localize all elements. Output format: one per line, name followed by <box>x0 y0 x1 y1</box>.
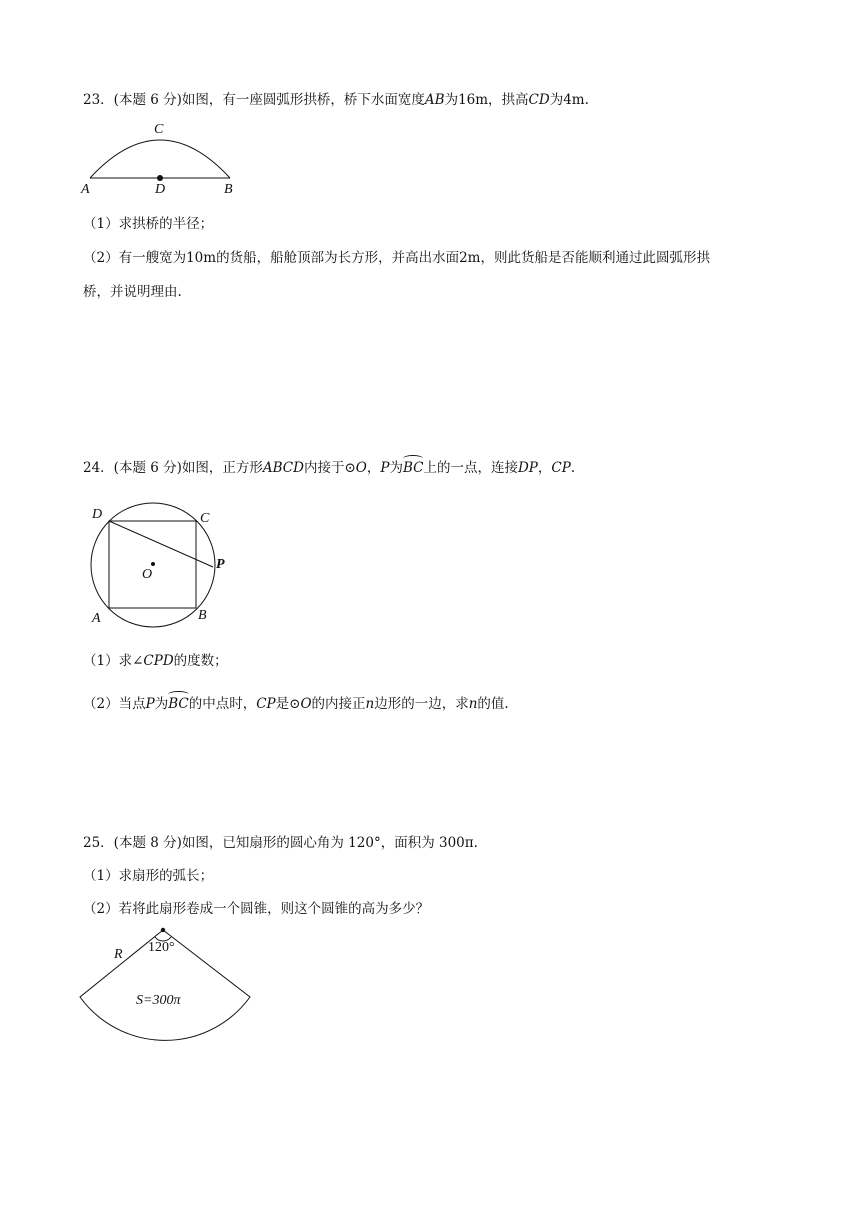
q24-arc-bc: BC <box>403 456 424 478</box>
q24-part2d: 是⊙ <box>275 696 301 712</box>
q25-part2: （2）若将此扇形卷成一个圆锥，则这个圆锥的高为多少？ <box>83 901 430 917</box>
label-b: B <box>198 608 207 623</box>
q24-stem5: 上的一点，连接 <box>423 460 518 476</box>
bridge-arc <box>90 140 230 178</box>
q23-part2a: （2）有一艘宽为10m的货船，船舱顶部为长方形，并高出水面2m，则此货船是否能顺利通过此圆弧形拱 <box>83 250 710 266</box>
label-c: C <box>154 122 164 137</box>
q24-part2g: 的值. <box>477 696 509 712</box>
q24-part2a: （2）当点 <box>83 696 146 712</box>
q23-len-cd: 4m <box>563 92 585 108</box>
q24-stem3: ， <box>366 460 381 476</box>
q24-part2n2: n <box>468 696 478 712</box>
q24-square-circle-figure <box>84 500 244 632</box>
q23-ab: AB <box>424 92 445 108</box>
q23-stem-text: 23．(本题 6 分)如图，有一座圆弧形拱桥，桥下水面宽度 <box>83 92 425 108</box>
q23-part2b: 桥，并说明理由. <box>83 284 182 300</box>
q24-part2e: 的内接正 <box>311 696 366 712</box>
q23-mid: ，拱高 <box>488 92 529 108</box>
q24-part1b: 的度数； <box>173 653 228 669</box>
label-d: D <box>92 507 103 522</box>
q23-len-ab: 16m <box>458 92 489 108</box>
q24-part2cp: CP <box>256 696 276 712</box>
q24-part2n: n <box>365 696 375 712</box>
label-d: D <box>155 182 166 197</box>
q24-dp: DP <box>517 460 538 476</box>
q25-stem: 25．(本题 8 分)如图，已知扇形的圆心角为 120°，面积为 300π. <box>83 835 478 851</box>
q24-stem2: 内接于⊙ <box>303 460 356 476</box>
q23-cd: CD <box>528 92 550 108</box>
q24-part2b: 为 <box>154 696 169 712</box>
label-r: R <box>114 947 123 962</box>
q24-cp: CP <box>551 460 571 476</box>
q24-abcd: ABCD <box>262 460 304 476</box>
q24-part1a: （1）求∠ <box>83 653 144 669</box>
q24-cpd: CPD <box>143 653 174 669</box>
q24-part2f: 边形的一边，求 <box>374 696 469 712</box>
q24-part2-arc: BC <box>168 692 189 714</box>
label-area: S=300π <box>136 993 181 1008</box>
q24-o: O <box>355 460 367 476</box>
q23-end: . <box>584 92 589 108</box>
q24-stem6: ， <box>537 460 552 476</box>
q25-sector-figure <box>74 924 259 1044</box>
label-o: O <box>142 567 153 582</box>
q23-part1: （1）求拱桥的半径； <box>83 216 214 232</box>
label-angle: 120° <box>148 940 175 955</box>
q24-stem7: . <box>570 460 576 476</box>
q24-part1 <box>83 651 228 671</box>
q24-part2o: O <box>300 696 312 712</box>
point-d <box>157 175 163 181</box>
q24-stem <box>83 456 575 478</box>
label-a: A <box>81 182 90 197</box>
label-b: B <box>224 182 233 197</box>
label-c: C <box>200 511 210 526</box>
q24-stem1: 24．(本题 6 分)如图，正方形 <box>83 460 263 476</box>
q23-is1: 为 <box>444 92 459 108</box>
q24-part2c: 的中点时， <box>188 696 257 712</box>
label-p: P <box>216 557 225 572</box>
q24-part2 <box>83 692 509 714</box>
q24-stem4: 为 <box>389 460 403 476</box>
q23-stem <box>83 90 589 110</box>
sector-vertex-dot <box>161 928 165 932</box>
q23-is2: 为 <box>549 92 564 108</box>
q25-part1: （1）求扇形的弧长； <box>83 868 214 884</box>
q24-part2p: P <box>145 696 155 712</box>
q23-bridge-figure <box>78 118 248 200</box>
segment-dp <box>109 521 213 567</box>
label-a: A <box>92 611 101 626</box>
center-o-dot <box>151 562 155 566</box>
q24-p: P <box>380 460 390 476</box>
